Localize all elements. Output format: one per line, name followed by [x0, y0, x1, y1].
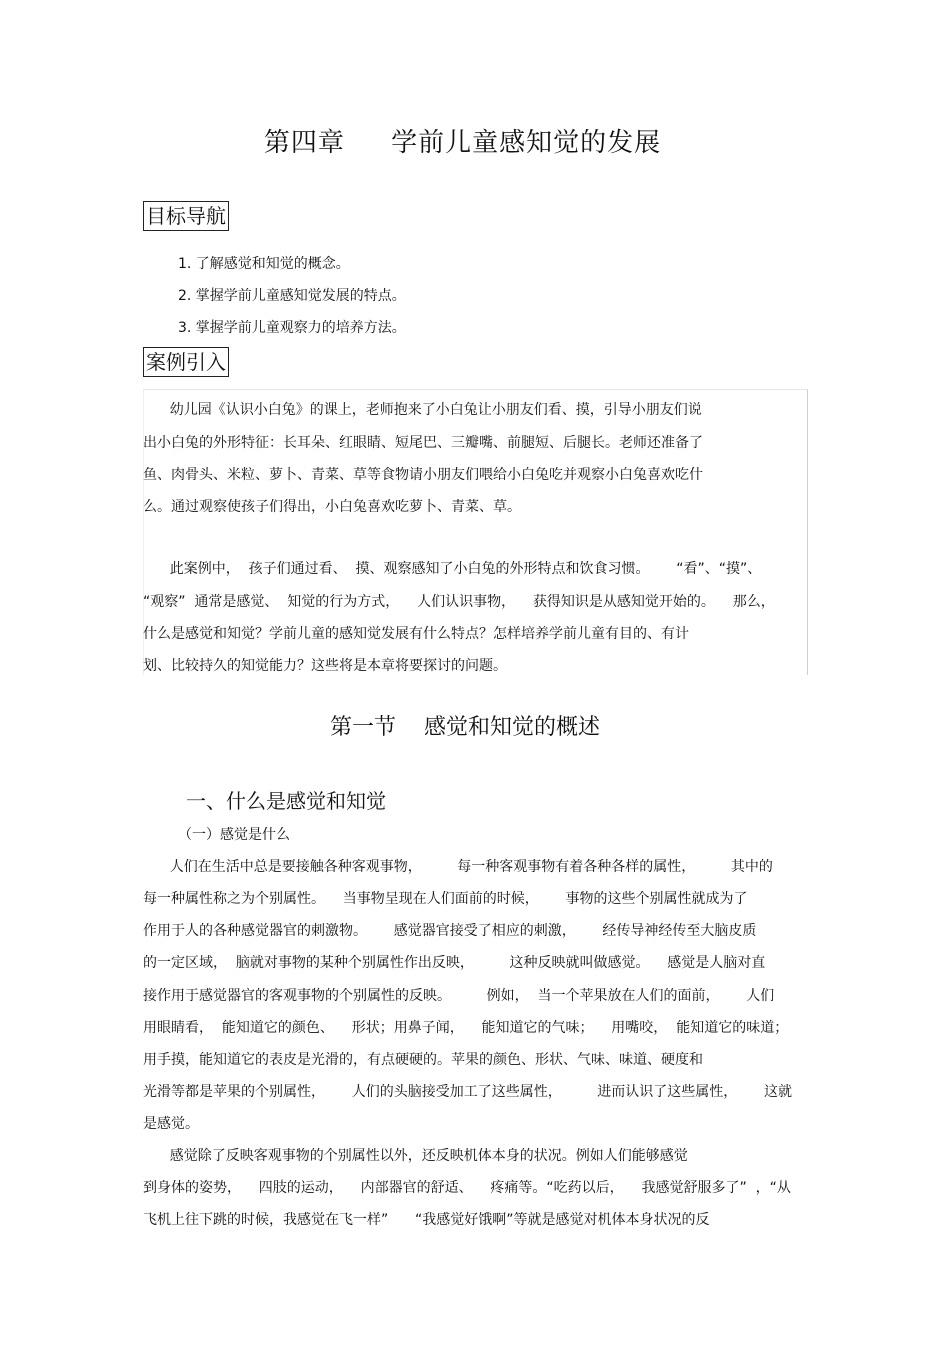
- body-line: 飞机上往下跳的时候，我感觉在飞一样” “我感觉好饿啊”等就是感觉对机体本身状况的反: [143, 1212, 710, 1228]
- goal-item: 3. 掌握学前儿童观察力的培养方法。: [178, 320, 406, 336]
- body-line: 感觉除了反映客观事物的个别属性以外，还反映机体本身的状况。例如人们能够感觉: [143, 1148, 688, 1164]
- body-line: 光滑等都是苹果的个别属性， 人们的头脑接受加工了这些属性， 进而认识了这些属性， 这就: [143, 1084, 793, 1100]
- case-line: 此案例中， 孩子们通过看、 摸、观察感知了小白兔的外形特点和饮食习惯。 “看”、“摸”、: [143, 561, 762, 577]
- body-line: 用手摸，能知道它的表皮是光滑的，有点硬硬的。苹果的颜色、形状、气味、味道、硬度和: [143, 1052, 703, 1068]
- goal-item: 2. 掌握学前儿童感知觉发展的特点。: [178, 288, 406, 304]
- chapter-title: 第四章 学前儿童感知觉的发展: [263, 128, 662, 158]
- body-line: 每一种属性称之为个别属性。 当事物呈现在人们面前的时候， 事物的这些个别属性就成为了: [143, 891, 748, 907]
- body-line: 人们在生活中总是要接触各种客观事物， 每一种客观事物有着各种各样的属性， 其中的: [143, 859, 773, 875]
- subsubsection-title: （一）感觉是什么: [178, 827, 290, 843]
- body-line: 用眼睛看， 能知道它的颜色、 形状；用鼻子闻， 能知道它的气味； 用嘴咬， 能知道它的味道；: [143, 1020, 789, 1036]
- case-line: 幼儿园《认识小白兔》的课上，老师抱来了小白兔让小朋友们看、摸，引导小朋友们说: [143, 402, 702, 418]
- body-line: 接作用于感觉器官的客观事物的个别属性的反映。 例如， 当一个苹果放在人们的面前， 人们: [143, 988, 775, 1004]
- case-line: 什么是感觉和知觉？学前儿童的感知觉发展有什么特点？怎样培养学前儿童有目的、有计: [143, 626, 689, 642]
- body-line: 的一定区域， 脑就对事物的某种个别属性作出反映， 这种反映就叫做感觉。 感觉是人脑对直: [143, 955, 766, 971]
- case-line: 鱼、肉骨头、米粒、萝卜、青菜、草等食物请小朋友们喂给小白兔吃并观察小白兔喜欢吃什: [143, 467, 703, 483]
- body-line: 是感觉。: [143, 1116, 199, 1132]
- case-line: 划、比较持久的知觉能力？这些将是本章将要探讨的问题。: [143, 658, 507, 674]
- body-line: 作用于人的各种感觉器官的刺激物。 感觉器官接受了相应的刺激， 经传导神经传至大脑皮质: [143, 923, 757, 939]
- case-line: 么。通过观察使孩子们得出，小白兔喜欢吃萝卜、青菜、草。: [143, 499, 521, 515]
- subsection-title: 一、什么是感觉和知觉: [186, 789, 386, 813]
- case-intro-label: 案例引入: [143, 347, 229, 377]
- goal-nav-label: 目标导航: [143, 201, 229, 231]
- case-line: 出小白兔的外形特征：长耳朵、红眼睛、短尾巴、三瓣嘴、前腿短、后腿长。老师还准备了: [143, 435, 703, 451]
- goal-item: 1. 了解感觉和知觉的概念。: [178, 256, 350, 272]
- body-line: 到身体的姿势， 四肢的运动， 内部器官的舒适、 疼痛等。“吃药以后， 我感觉舒服多了” ，“从: [143, 1180, 791, 1196]
- section-title: 第一节 感觉和知觉的概述: [330, 715, 600, 740]
- case-line: “观察” 通常是感觉、 知觉的行为方式， 人们认识事物， 获得知识是从感知觉开始的。 那么，: [143, 594, 775, 610]
